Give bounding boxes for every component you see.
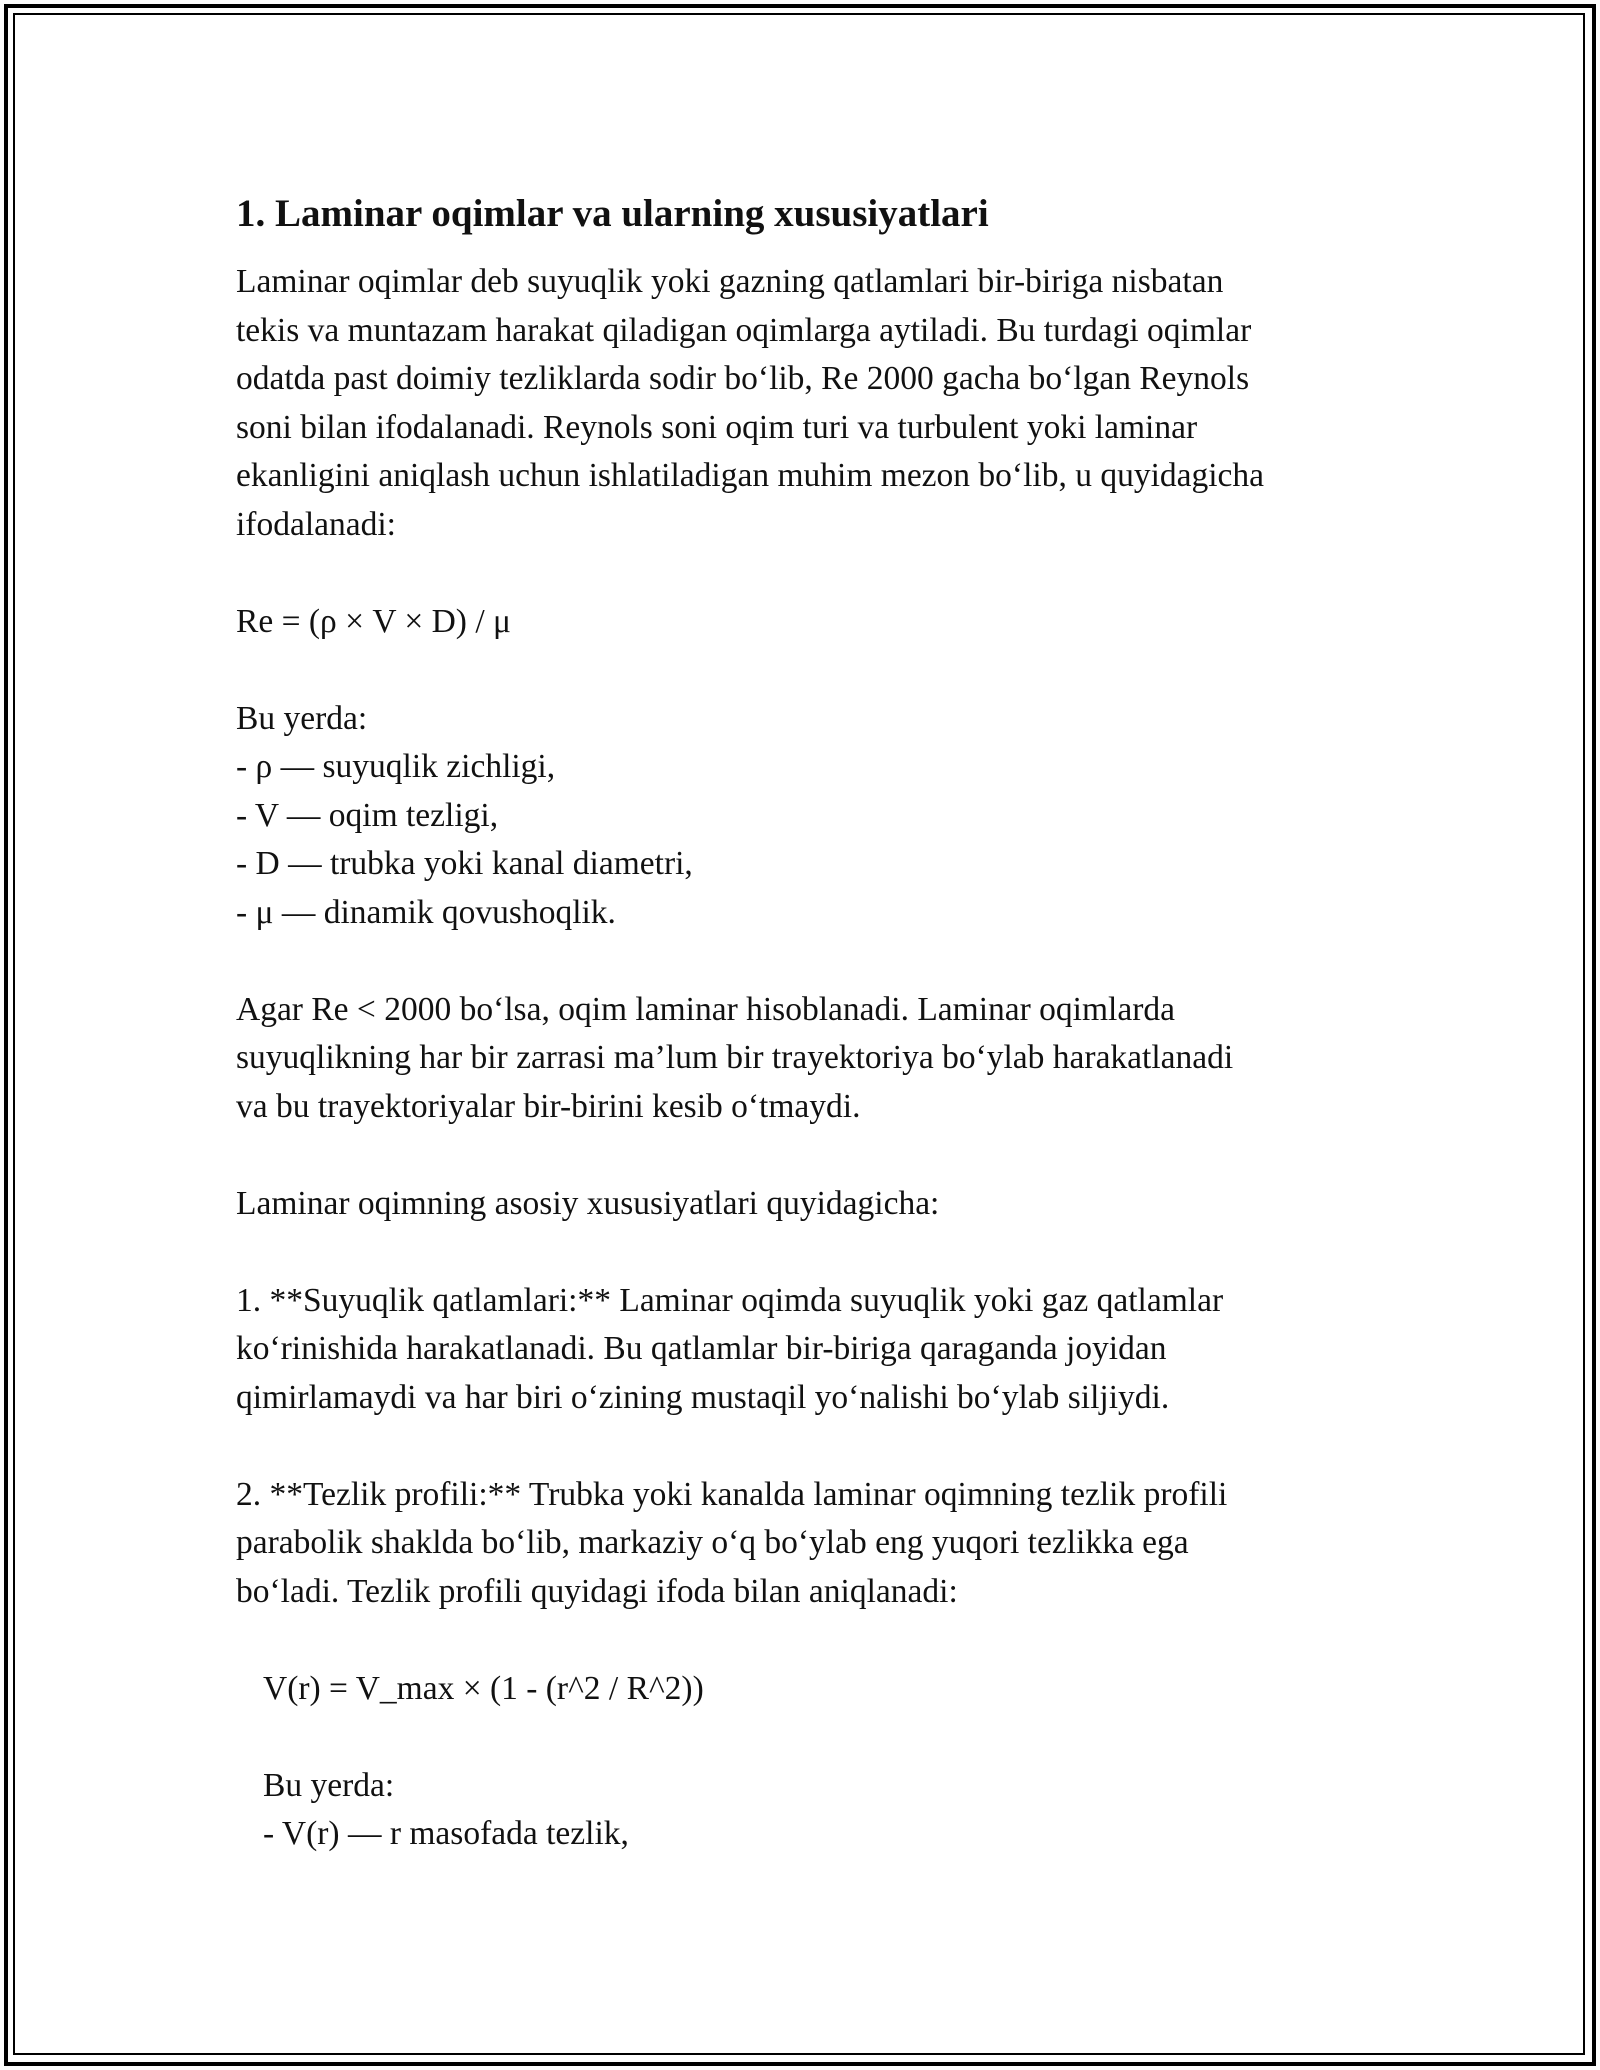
text-line: odatda past doimiy tezliklarda sodir bo‘lib, Re 2000 gacha bo‘lgan Reynols xyxy=(236,360,1250,397)
definitions-block-2 xyxy=(236,1762,1386,1859)
properties-intro xyxy=(236,1180,1386,1229)
definition-item: - V — oqim tezligi, xyxy=(236,796,499,834)
text-line: Laminar oqimlar deb suyuqlik yoki gazning qatlamlari bir-biriga nisbatan xyxy=(236,263,1224,300)
list-item-2 xyxy=(236,1471,1386,1617)
definition-item: - D — trubka yoki kanal diametri, xyxy=(236,845,693,882)
where-label: Bu yerda: xyxy=(236,699,368,737)
text-line: ekanligini aniqlash uchun ishlatiladigan muhim mezon bo‘lib, u quyidagicha xyxy=(236,457,1265,494)
formula-line: Re = (ρ × V × D) / μ xyxy=(236,602,511,640)
list-item-1 xyxy=(236,1277,1386,1423)
definition-item: - μ — dinamik qovushoqlik. xyxy=(236,893,616,931)
text-line: soni bilan ifodalanadi. Reynols soni oqim turi va turbulent yoki laminar xyxy=(236,408,1198,446)
document-body xyxy=(236,188,1386,1859)
where-label: Bu yerda: xyxy=(263,1766,395,1804)
text-line: suyuqlikning har bir zarrasi ma’lum bir trayektoriya bo‘ylab harakatlanadi xyxy=(236,1039,1234,1076)
text-line: bo‘ladi. Tezlik profili quyidagi ifoda bilan aniqlanadi: xyxy=(236,1572,958,1610)
text-line: tekis va muntazam harakat qiladigan oqimlarga aytiladi. Bu turdagi oqimlar xyxy=(236,311,1252,349)
text-line: qimirlamaydi va har biri o‘zining mustaqil yo‘nalishi bo‘ylab siljiydi. xyxy=(236,1378,1170,1416)
definition-item: - ρ — suyuqlik zichligi, xyxy=(236,748,556,785)
definition-item: - V(r) — r masofada tezlik, xyxy=(263,1815,629,1852)
text-line: Laminar oqimning asosiy xususiyatlari quyidagicha: xyxy=(236,1184,940,1222)
text-line: ko‘rinishida harakatlanadi. Bu qatlamlar bir-biriga qaraganda joyidan xyxy=(236,1330,1167,1367)
text-line: va bu trayektoriyalar bir-birini kesib o‘tmaydi. xyxy=(236,1087,861,1125)
reynolds-formula xyxy=(236,598,1386,647)
text-line: 1. **Suyuqlik qatlamlari:** Laminar oqimda suyuqlik yoki gaz qatlamlar xyxy=(236,1281,1224,1319)
laminar-condition-paragraph xyxy=(236,986,1386,1132)
section-heading: 1. Laminar oqimlar va ularning xususiyatlari xyxy=(236,192,989,235)
text-line: ifodalanadi: xyxy=(236,505,396,543)
formula-line: V(r) = V_max × (1 - (r^2 / R^2)) xyxy=(263,1669,704,1707)
definitions-block xyxy=(236,695,1386,938)
intro-paragraph xyxy=(236,258,1386,549)
text-line: parabolik shaklda bo‘lib, markaziy o‘q bo‘ylab eng yuqori tezlikka ega xyxy=(236,1524,1189,1561)
text-line: 2. **Tezlik profili:** Trubka yoki kanalda laminar oqimning tezlik profili xyxy=(236,1475,1228,1513)
text-line: Agar Re < 2000 bo‘lsa, oqim laminar hisoblanadi. Laminar oqimlarda xyxy=(236,990,1175,1028)
velocity-formula xyxy=(236,1665,1386,1714)
